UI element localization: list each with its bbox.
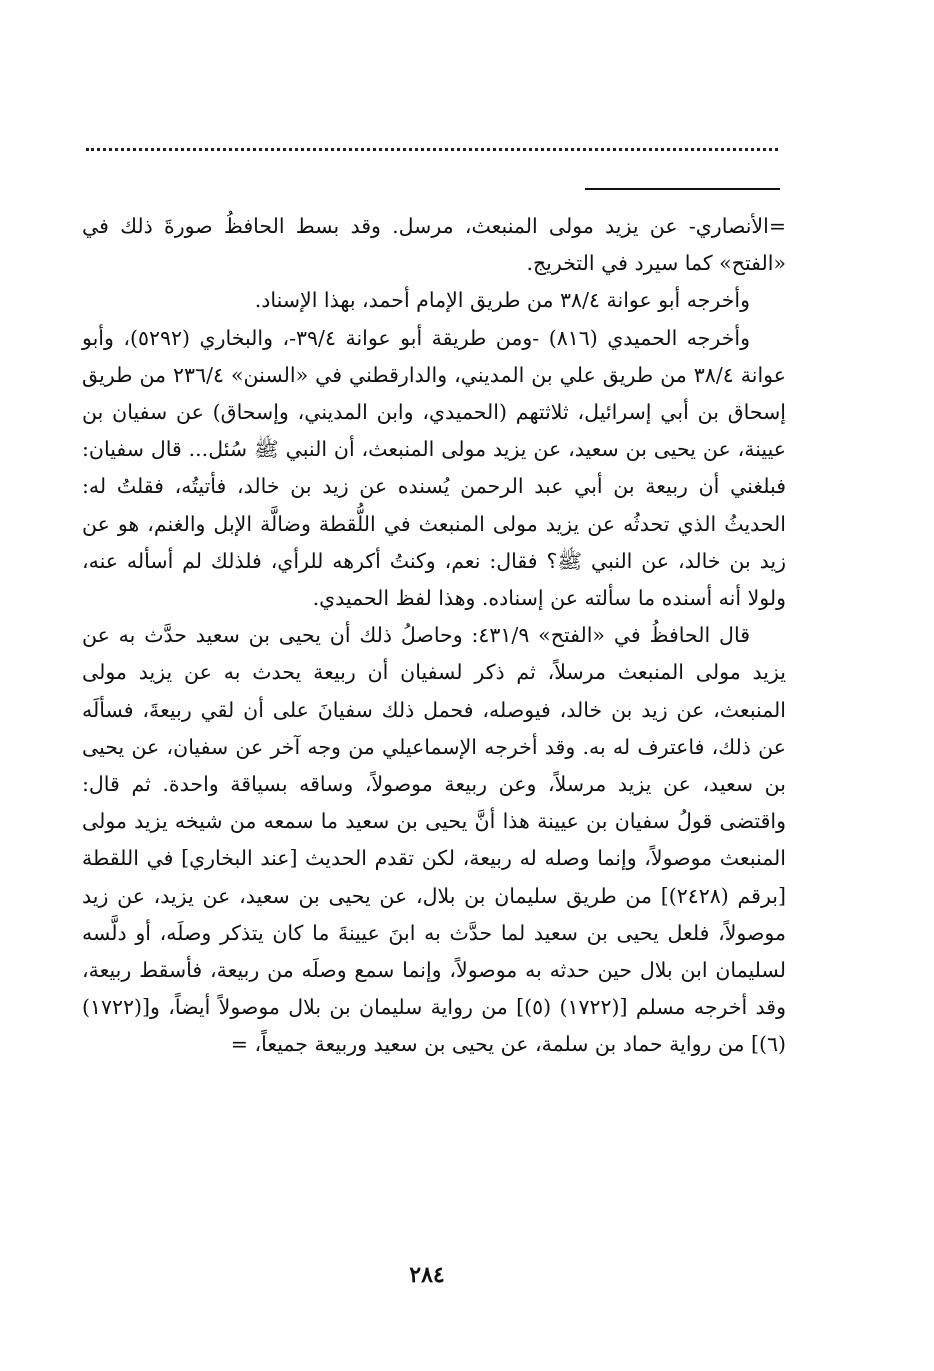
paragraph-humaydi: وأخرجه الحميدي (٨١٦) -ومن طريقة أبو عوانة ٣٩/٤-، والبخاري (٥٢٩٢)، وأبو عوانة ٣٨/٤ من طريق علي بن المديني، والدارقطني في «السنن» ٢٣٦/٤ من طريق إسحاق بن أبي إسرائيل، ثلاثتهم (الحميدي، وابن المديني، وإسحاق) عن سفيان بن عيينة، عن يحيى بن سعيد، عن يزيد مولى المنبعث، أن النبي ﷺ سُئل... قال سفيان: فبلغني أن ربيعة بن أبي عبد الرحمن يُسنده عن زيد بن خالد، فأتيتُه، فقلتُ له: الحديثُ الذي تحدثُه عن يزيد مولى المنبعث في اللُّقطة وضالَّة الإبل والغنم، هو عن زيد بن خالد، عن النبي ﷺ؟ فقال: نعم، وكنتُ أكرهه للرأي، فلذلك لم أسأله عنه، ولولا أنه أسنده ما سألته عن إسناده. وهذا لفظ الحميدي. [82,325,786,611]
paragraph-continuation: =الأنصاري- عن يزيد مولى المنبعث، مرسل. وقد بسط الحافظُ صورةَ ذلك في «الفتح» كما سيرد في التخريج. [82,214,786,276]
footnote-separator [585,188,780,190]
paragraph-abu-awana: وأخرجه أبو عوانة ٣٨/٤ من طريق الإمام أحمد، بهذا الإسناد. [254,288,750,313]
paragraph-hafiz-fath: قال الحافظُ في «الفتح» ٤٣١/٩: وحاصلُ ذلك أن يحيى بن سعيد حدَّث به عن يزيد مولى المنبعث مرسلاً، ثم ذكر لسفيان أن ربيعة يحدث به عن يزيد مولى المنبعث، عن زيد بن خالد، فيوصله، فحمل ذلك سفيانَ على أن لقي ربيعةَ، فسألَه عن ذلك، فاعترف له به. وقد أخرجه الإسماعيلي من وجه آخر عن سفيان، عن يحيى بن سعيد، عن يزيد مرسلاً، وعن ربيعة موصولاً، وساقه بسياقة واحدة. ثم قال: واقتضى قولُ سفيان بن عيينة هذا أنَّ يحيى بن سعيد ما سمعه من شيخه يزيد مولى المنبعث موصولاً، وإنما وصله له ربيعة، لكن تقدم الحديث [عند البخاري] في اللقطة [برقم (٢٤٢٨)] من طريق سليمان بن بلال، عن يحيى بن سعيد، عن يزيد، عن زيد موصولاً، فلعل يحيى بن سعيد لما حدَّث به ابنَ عيينةَ ما كان يتذكر وصلَه، أو دلَّسه لسليمان ابن بلال حين حدثه به موصولاً، وإنما سمع وصلَه من ربيعة، فأسقط ربيعة، وقد أخرجه مسلم [(١٧٢٢) (٥)] من رواية سليمان بن بلال موصولاً أيضاً، و[(١٧٢٢) (٦)] من رواية حماد بن سلمة، عن يحيى بن سعيد وربيعة جميعاً، = [82,623,787,1057]
page-number: ٢٨٤ [409,1262,445,1288]
dotted-separator [86,148,778,151]
footnote-text [82,208,786,1064]
